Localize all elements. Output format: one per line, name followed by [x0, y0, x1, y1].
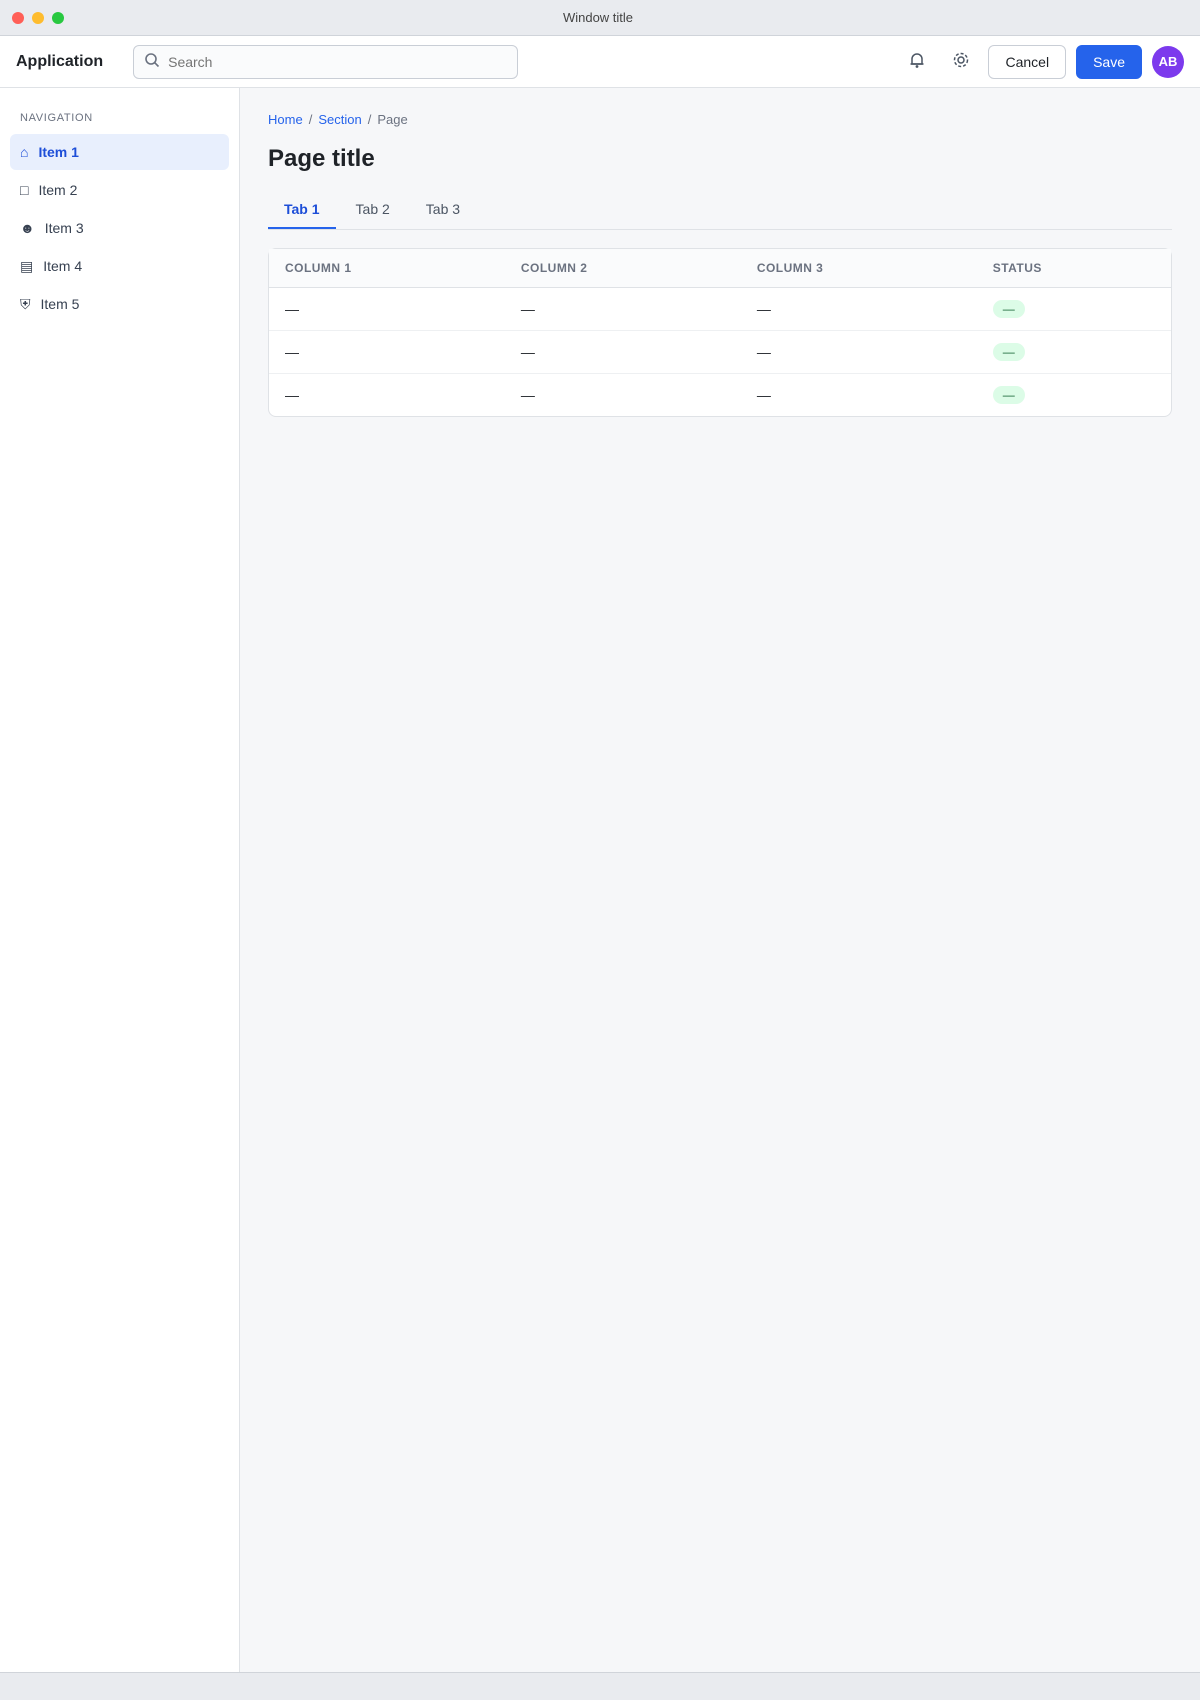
toolbar [0, 36, 1200, 88]
table-header-row [269, 249, 1171, 288]
breadcrumb-separator: / [367, 112, 372, 127]
table-cell: — [505, 331, 741, 374]
title-bar [0, 0, 1200, 36]
table-cell [977, 331, 1171, 374]
avatar[interactable]: AB [1152, 46, 1184, 78]
tab-1[interactable]: Tab 1 [268, 191, 336, 229]
shield-icon: ⛨ [20, 295, 31, 312]
sidebar-item-2[interactable] [10, 172, 229, 208]
app-name: Application [16, 52, 104, 70]
breadcrumb-separator: / [308, 112, 313, 127]
maximize-window-button[interactable] [52, 12, 64, 24]
sidebar-heading: NAVIGATION [20, 112, 93, 124]
table-cell: — [756, 387, 771, 403]
table-cell [977, 374, 1171, 417]
main-content [240, 88, 1200, 1672]
table-cell: — [741, 331, 977, 374]
close-window-button[interactable] [12, 12, 24, 24]
tab-bar [268, 191, 1172, 230]
folder-icon: □ [20, 182, 29, 198]
sidebar-item-label: Item 1 [38, 144, 79, 160]
search-box[interactable] [133, 45, 518, 79]
status-badge: — [993, 300, 1025, 318]
sidebar-item-label: Item 5 [40, 296, 80, 312]
status-bar [0, 1672, 1200, 1700]
breadcrumb [268, 112, 1172, 127]
window-title: Window title [562, 10, 634, 25]
sidebar-item-3[interactable] [10, 210, 229, 246]
table-cell: — [520, 387, 535, 403]
settings-button[interactable] [944, 45, 978, 79]
sidebar-item-label: Item 4 [43, 258, 83, 274]
sidebar-item-label: Item 2 [38, 182, 78, 198]
column-header[interactable]: COLUMN 2 [505, 249, 741, 288]
table-card [268, 248, 1172, 417]
breadcrumb-link-1[interactable]: Home [268, 112, 303, 127]
search-icon [144, 52, 160, 71]
sidebar-item-label: Item 3 [44, 220, 84, 236]
bell-icon [908, 51, 926, 72]
data-table [269, 249, 1171, 416]
search-input[interactable] [168, 54, 507, 70]
user-icon: ☻ [20, 220, 35, 236]
table-cell: — [285, 387, 299, 403]
table-row[interactable] [269, 288, 1171, 331]
chart-icon: ▤ [20, 257, 34, 274]
sidebar-item-1[interactable] [10, 134, 229, 170]
column-header[interactable]: COLUMN 3 [741, 249, 977, 288]
breadcrumb-current: Page [377, 112, 408, 127]
table-row[interactable] [269, 331, 1171, 374]
app-body [0, 88, 1200, 1672]
table-cell: — [269, 288, 505, 331]
window-controls [12, 12, 64, 24]
column-header[interactable]: STATUS [977, 249, 1171, 288]
home-icon: ⌂ [20, 144, 29, 160]
sidebar-item-5[interactable] [10, 286, 229, 322]
cancel-button[interactable]: Cancel [988, 45, 1066, 79]
page-title: Page title [268, 145, 375, 172]
gear-icon [952, 51, 970, 72]
table-cell: — [741, 288, 977, 331]
status-badge: — [993, 386, 1025, 404]
table-row[interactable] [269, 374, 1171, 417]
table-cell [977, 288, 1171, 331]
sidebar [0, 88, 240, 1672]
table-cell: — [269, 331, 505, 374]
save-button[interactable]: Save [1076, 45, 1142, 79]
column-header[interactable]: COLUMN 1 [269, 249, 505, 288]
minimize-window-button[interactable] [32, 12, 44, 24]
notifications-button[interactable] [900, 45, 934, 79]
status-badge: — [993, 343, 1025, 361]
sidebar-item-4[interactable] [10, 248, 229, 284]
table-cell: — [505, 288, 741, 331]
tab-2[interactable]: Tab 2 [355, 201, 390, 217]
breadcrumb-link-2[interactable]: Section [318, 112, 362, 127]
tab-3[interactable]: Tab 3 [425, 201, 461, 217]
